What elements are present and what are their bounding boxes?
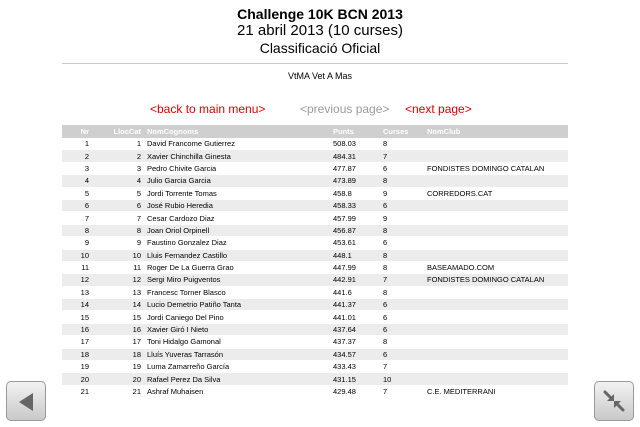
cell-punts: 437.64 [330,323,380,335]
table-row [62,286,568,298]
cell-lloccat: 2 [92,150,144,162]
cell-punts: 433.43 [330,361,380,373]
cell-nr: 13 [62,286,92,298]
cell-nomcognoms: Xavier Giró I Nieto [144,323,330,335]
cell-nomcognoms: Lluis Fernandez Castillo [144,249,330,261]
table-row [62,274,568,286]
column-header-nomcognoms: NomCognoms [144,125,330,138]
cell-curses: 8 [380,175,424,187]
column-header-punts: Punts [330,125,380,138]
cell-nomcognoms: Toni Hidalgo Gamonal [144,336,330,348]
cell-nr: 12 [62,274,92,286]
cell-nomcognoms: Lucio Demetrio Patiño Tanta [144,299,330,311]
cell-nomcognoms: Sergi Miro Puigventos [144,274,330,286]
cell-nomclub [424,150,568,162]
cell-nr: 8 [62,224,92,236]
table-row [62,187,568,199]
table-row [62,373,568,385]
cell-curses: 6 [380,237,424,249]
cell-nomcognoms: Roger De La Guerra Grao [144,261,330,273]
cell-nomclub [424,286,568,298]
cell-curses: 8 [380,249,424,261]
shrink-button[interactable] [594,381,634,421]
cell-punts: 434.57 [330,348,380,360]
cell-nomclub [424,336,568,348]
table-row [62,348,568,360]
cell-lloccat: 11 [92,261,144,273]
cell-lloccat: 19 [92,361,144,373]
cell-punts: 441.37 [330,299,380,311]
table-row [62,162,568,174]
triangle-left-icon [19,393,33,411]
cell-punts: 456.87 [330,224,380,236]
table-header-row [62,125,568,138]
cell-nomclub [424,212,568,224]
cell-nr: 1 [62,138,92,150]
column-header-nomclub: NomClub [424,125,568,138]
cell-nr: 16 [62,323,92,335]
cell-punts: 448.1 [330,249,380,261]
results-body [62,138,568,398]
cell-curses: 6 [380,199,424,211]
cell-punts: 429.48 [330,385,380,397]
cell-nr: 20 [62,373,92,385]
next-page-link[interactable]: <next page> [405,102,472,116]
cell-curses: 8 [380,286,424,298]
table-row [62,224,568,236]
cell-lloccat: 9 [92,237,144,249]
cell-nr: 17 [62,336,92,348]
cell-nomclub: BASEAMADO.COM [424,261,568,273]
cell-curses: 9 [380,212,424,224]
cell-curses: 8 [380,138,424,150]
back-button[interactable] [6,381,46,421]
cell-nr: 19 [62,361,92,373]
cell-nomcognoms: Rafael Perez Da Silva [144,373,330,385]
cell-nr: 6 [62,199,92,211]
cell-lloccat: 21 [92,385,144,397]
classification-title: Classificació Oficial [259,40,381,56]
cell-lloccat: 13 [92,286,144,298]
cell-curses: 8 [380,336,424,348]
cell-nomcognoms: José Rubio Heredia [144,199,330,211]
cell-curses: 6 [380,348,424,360]
cell-punts: 457.99 [330,212,380,224]
header-divider [62,63,568,64]
cell-nomclub [424,237,568,249]
cell-lloccat: 15 [92,311,144,323]
cell-punts: 458.33 [330,199,380,211]
cell-lloccat: 5 [92,187,144,199]
cell-nr: 2 [62,150,92,162]
cell-nr: 3 [62,162,92,174]
cell-punts: 473.89 [330,175,380,187]
cell-lloccat: 1 [92,138,144,150]
cell-nomclub [424,249,568,261]
cell-punts: 453.61 [330,237,380,249]
cell-nomclub [424,299,568,311]
cell-punts: 477.87 [330,162,380,174]
table-row [62,336,568,348]
cell-lloccat: 16 [92,323,144,335]
cell-nomcognoms: David Francome Gutierrez [144,138,330,150]
cell-punts: 447.99 [330,261,380,273]
cell-nomclub [424,373,568,385]
cell-curses: 7 [380,150,424,162]
table-row [62,237,568,249]
shrink-arrows-icon [595,382,633,420]
cell-nr: 4 [62,175,92,187]
cell-nomclub [424,361,568,373]
cell-nomcognoms: Joan Oriol Orpinell [144,224,330,236]
cell-curses: 6 [380,323,424,335]
cell-nomcognoms: Jordi Torrente Tomas [144,187,330,199]
cell-lloccat: 3 [92,162,144,174]
cell-nr: 14 [62,299,92,311]
cell-nomclub [424,311,568,323]
cell-curses: 8 [380,224,424,236]
cell-punts: 437.37 [330,336,380,348]
cell-nomcognoms: Jordi Caniego Del Pino [144,311,330,323]
back-to-main-menu-link[interactable]: <back to main menu> [150,102,266,116]
cell-lloccat: 10 [92,249,144,261]
cell-nr: 11 [62,261,92,273]
table-row [62,199,568,211]
cell-lloccat: 12 [92,274,144,286]
cell-nr: 5 [62,187,92,199]
column-header-nr: Nr [62,125,92,138]
table-row [62,361,568,373]
table-row [62,212,568,224]
cell-lloccat: 4 [92,175,144,187]
cell-lloccat: 17 [92,336,144,348]
cell-nomcognoms: Francesc Torner Blasco [144,286,330,298]
cell-lloccat: 8 [92,224,144,236]
cell-punts: 441.01 [330,311,380,323]
cell-nomcognoms: Luma Zamarreño García [144,361,330,373]
results-table [62,125,568,398]
table-row [62,150,568,162]
cell-lloccat: 7 [92,212,144,224]
cell-curses: 9 [380,187,424,199]
cell-punts: 442.91 [330,274,380,286]
cell-nomclub [424,199,568,211]
date-line: 21 abril 2013 (10 curses) [237,22,403,39]
cell-nomclub: C.E. MEDITERRANI [424,385,568,397]
cell-curses: 7 [380,274,424,286]
cell-punts: 431.15 [330,373,380,385]
cell-nomclub: CORREDORS.CAT [424,187,568,199]
cell-nomclub [424,348,568,360]
cell-curses: 8 [380,261,424,273]
table-row [62,261,568,273]
previous-page-link: <previous page> [300,102,390,116]
cell-nomclub: FONDISTES DOMINGO CATALAN [424,162,568,174]
cell-punts: 441.6 [330,286,380,298]
cell-punts: 484.31 [330,150,380,162]
cell-curses: 6 [380,311,424,323]
table-row [62,138,568,150]
page-title: Challenge 10K BCN 2013 [237,6,403,22]
cell-curses: 7 [380,385,424,397]
cell-nr: 21 [62,385,92,397]
cell-lloccat: 20 [92,373,144,385]
cell-nomclub [424,224,568,236]
cell-punts: 508.03 [330,138,380,150]
cell-nomclub [424,138,568,150]
table-row [62,249,568,261]
column-header-lloccat: LlocCat [92,125,144,138]
cell-lloccat: 14 [92,299,144,311]
cell-nomcognoms: Cesar Cardozo Diaz [144,212,330,224]
cell-nomcognoms: Xavier Chinchilla Ginesta [144,150,330,162]
cell-nr: 18 [62,348,92,360]
cell-lloccat: 18 [92,348,144,360]
column-header-curses: Curses [380,125,424,138]
cell-nomclub [424,175,568,187]
cell-nomcognoms: Lluís Yuveras Tarrasón [144,348,330,360]
table-row [62,299,568,311]
table-row [62,311,568,323]
cell-nomclub: FONDISTES DOMINGO CATALAN [424,274,568,286]
table-row [62,385,568,397]
cell-nomcognoms: Pedro Chivite Garcia [144,162,330,174]
category-label: VtMA Vet A Mas [287,71,353,81]
table-row [62,323,568,335]
cell-curses: 10 [380,373,424,385]
cell-curses: 6 [380,162,424,174]
cell-nomcognoms: Ashraf Muhaisen [144,385,330,397]
cell-punts: 458.8 [330,187,380,199]
cell-nr: 7 [62,212,92,224]
table-row [62,175,568,187]
cell-nomcognoms: Julio Garcia Garcia [144,175,330,187]
cell-nr: 9 [62,237,92,249]
cell-curses: 7 [380,361,424,373]
cell-nr: 15 [62,311,92,323]
cell-lloccat: 6 [92,199,144,211]
cell-curses: 6 [380,299,424,311]
cell-nr: 10 [62,249,92,261]
cell-nomcognoms: Faustino Gonzalez Diaz [144,237,330,249]
cell-nomclub [424,323,568,335]
